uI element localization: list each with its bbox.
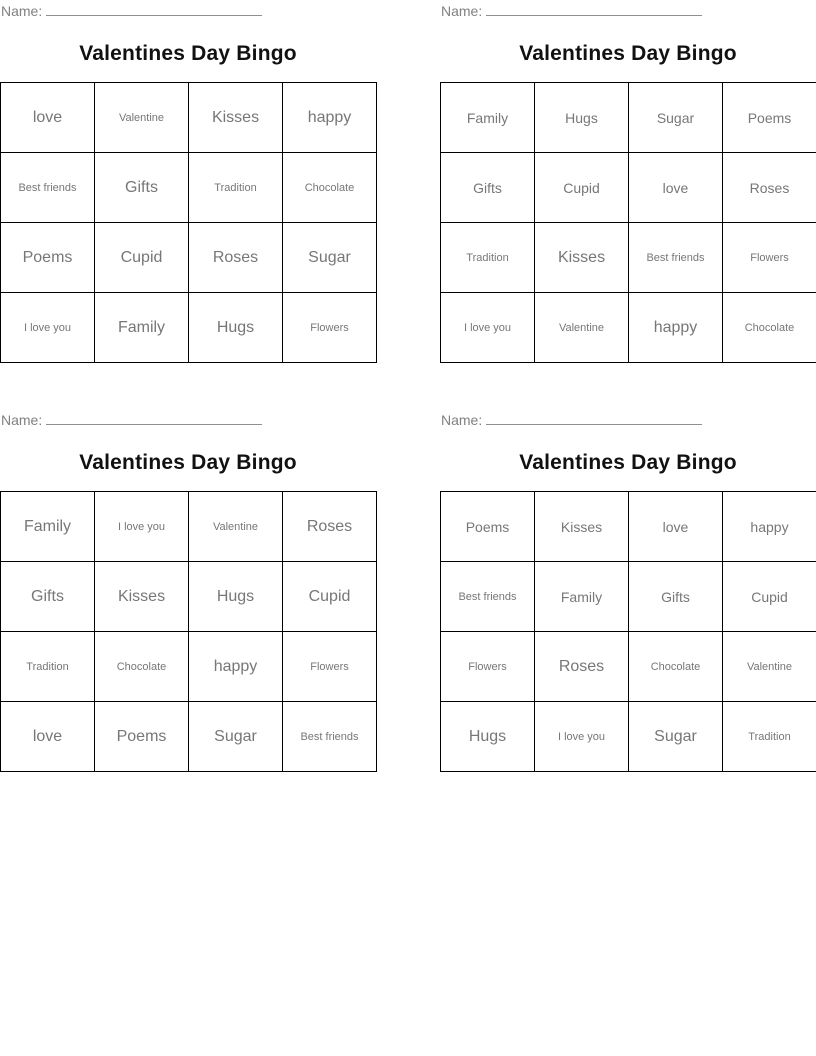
bingo-cell: happy	[189, 632, 283, 702]
bingo-cell: Gifts	[629, 562, 723, 632]
name-label: Name:	[1, 3, 43, 19]
bingo-row	[441, 83, 816, 153]
bingo-cell: Chocolate	[95, 632, 189, 702]
bingo-row	[1, 293, 377, 363]
bingo-cell: Chocolate	[723, 293, 816, 363]
name-line	[1, 3, 262, 19]
card-title: Valentines Day Bingo	[79, 42, 297, 65]
bingo-row	[441, 492, 816, 562]
bingo-cell: Gifts	[1, 562, 95, 632]
bingo-cell: happy	[629, 293, 723, 363]
bingo-cell: Roses	[723, 153, 816, 223]
bingo-row	[441, 702, 816, 772]
name-line	[441, 412, 702, 428]
bingo-cell: Roses	[283, 492, 377, 562]
bingo-cell: Flowers	[441, 632, 535, 702]
bingo-cell: Tradition	[441, 223, 535, 293]
name-label: Name:	[441, 3, 483, 19]
bingo-cell: Poems	[441, 492, 535, 562]
bingo-cell: Poems	[1, 223, 95, 293]
bingo-cell: Kisses	[535, 223, 629, 293]
bingo-cell: Best friends	[1, 153, 95, 223]
bingo-row	[1, 223, 377, 293]
bingo-cell: Cupid	[95, 223, 189, 293]
name-underline	[486, 3, 702, 16]
bingo-cell: Sugar	[189, 702, 283, 772]
bingo-cell: Best friends	[629, 223, 723, 293]
bingo-cell: love	[1, 702, 95, 772]
bingo-cell: I love you	[535, 702, 629, 772]
bingo-row	[441, 293, 816, 363]
bingo-cell: Valentine	[189, 492, 283, 562]
bingo-row	[1, 632, 377, 702]
bingo-cell: Tradition	[723, 702, 816, 772]
bingo-cell: Poems	[723, 83, 816, 153]
bingo-cell: Kisses	[95, 562, 189, 632]
bingo-cell: Best friends	[441, 562, 535, 632]
bingo-cell: Cupid	[535, 153, 629, 223]
bingo-cell: Family	[441, 83, 535, 153]
bingo-cell: Family	[95, 293, 189, 363]
bingo-cell: Kisses	[189, 83, 283, 153]
bingo-cell: I love you	[1, 293, 95, 363]
bingo-row	[1, 492, 377, 562]
bingo-cell: Hugs	[189, 293, 283, 363]
bingo-cell: love	[629, 153, 723, 223]
card-title: Valentines Day Bingo	[519, 451, 737, 474]
name-underline	[46, 3, 262, 16]
bingo-cell: Chocolate	[629, 632, 723, 702]
bingo-cell: love	[1, 83, 95, 153]
name-line	[1, 412, 262, 428]
card-title: Valentines Day Bingo	[79, 451, 297, 474]
bingo-cell: Flowers	[283, 632, 377, 702]
bingo-row	[441, 153, 816, 223]
bingo-cell: Roses	[189, 223, 283, 293]
name-underline	[486, 412, 702, 425]
bingo-row	[441, 223, 816, 293]
bingo-row	[1, 83, 377, 153]
name-label: Name:	[441, 412, 483, 428]
bingo-cell: Family	[1, 492, 95, 562]
bingo-cell: Sugar	[283, 223, 377, 293]
bingo-cell: Roses	[535, 632, 629, 702]
bingo-cell: Hugs	[441, 702, 535, 772]
bingo-cell: Best friends	[283, 702, 377, 772]
name-label: Name:	[1, 412, 43, 428]
bingo-grid	[0, 82, 377, 363]
bingo-cell: Poems	[95, 702, 189, 772]
bingo-cell: Valentine	[95, 83, 189, 153]
bingo-grid	[0, 491, 377, 772]
bingo-cell: Flowers	[283, 293, 377, 363]
bingo-cell: Flowers	[723, 223, 816, 293]
bingo-cell: Chocolate	[283, 153, 377, 223]
bingo-cell: Gifts	[95, 153, 189, 223]
bingo-cell: Family	[535, 562, 629, 632]
bingo-cell: Tradition	[189, 153, 283, 223]
bingo-grid	[440, 491, 816, 772]
bingo-row	[441, 632, 816, 702]
name-underline	[46, 412, 262, 425]
bingo-cell: Sugar	[629, 83, 723, 153]
bingo-cell: Cupid	[283, 562, 377, 632]
bingo-row	[1, 702, 377, 772]
bingo-cell: happy	[723, 492, 816, 562]
bingo-cell: Sugar	[629, 702, 723, 772]
bingo-cell: I love you	[95, 492, 189, 562]
bingo-cell: love	[629, 492, 723, 562]
bingo-cell: Valentine	[535, 293, 629, 363]
bingo-cell: Hugs	[189, 562, 283, 632]
bingo-cell: Gifts	[441, 153, 535, 223]
bingo-cell: Tradition	[1, 632, 95, 702]
name-line	[441, 3, 702, 19]
bingo-cell: happy	[283, 83, 377, 153]
bingo-row	[441, 562, 816, 632]
bingo-row	[1, 153, 377, 223]
bingo-cell: Hugs	[535, 83, 629, 153]
bingo-grid	[440, 82, 816, 363]
bingo-cell: I love you	[441, 293, 535, 363]
bingo-cell: Kisses	[535, 492, 629, 562]
bingo-cell: Cupid	[723, 562, 816, 632]
bingo-cell: Valentine	[723, 632, 816, 702]
bingo-row	[1, 562, 377, 632]
card-title: Valentines Day Bingo	[519, 42, 737, 65]
